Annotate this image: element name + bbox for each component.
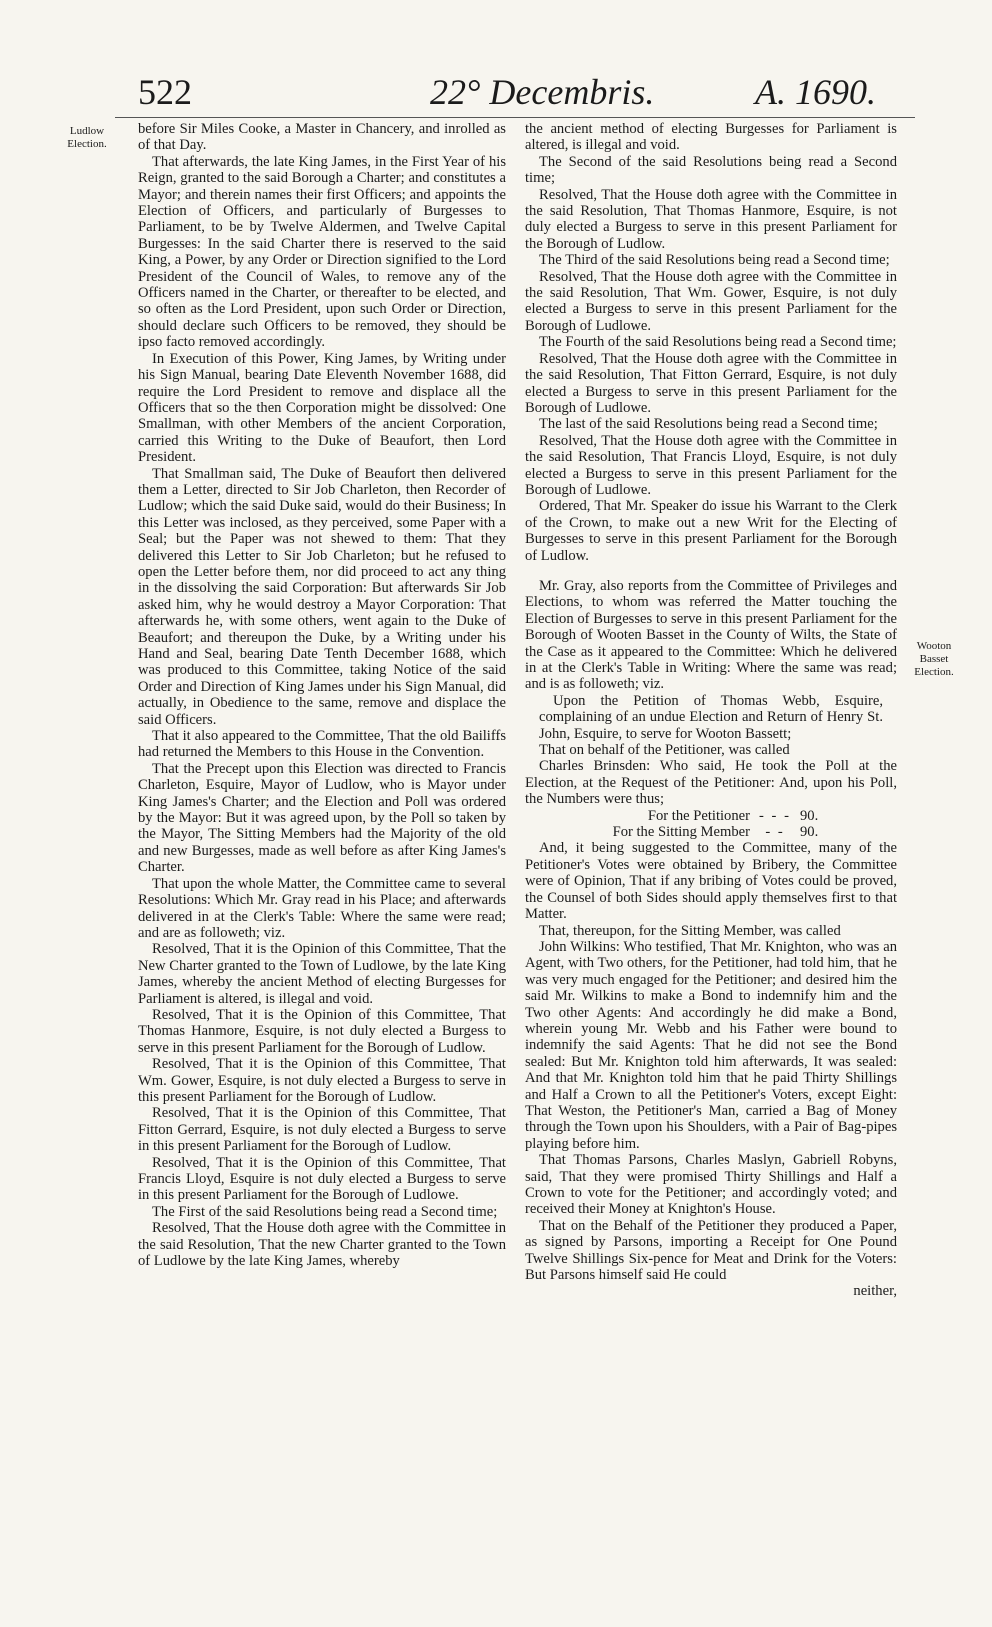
paragraph: That Thomas Parsons, Charles Maslyn, Gabriell Robyns, said, That they were promised Thirty Shillings and Half a Crown to vote for the Petitioner; and accordingly voted; and received their Money at Knighton's House.: [525, 1152, 897, 1218]
tally-dash: - - -: [759, 807, 791, 824]
paragraph: Mr. Gray, also reports from the Committee of Privileges and Elections, to whom was referred the Matter touching the Election of Burgesses to serve in this present Parliament for the Borough of Wooten Basset in the County of Wilts, the State of the Case as it appeared to the Committee: Which he delivered in at the Clerk's Table in Writing: Where the same was read; and is as followeth; viz.: [525, 577, 897, 693]
paragraph: The Fourth of the said Resolutions being read a Second time;: [539, 334, 897, 351]
catchword: neither,: [853, 1283, 897, 1300]
paragraph: That, thereupon, for the Sitting Member, was called: [539, 922, 841, 939]
margin-note-wooton: Wooton Basset Election.: [914, 640, 954, 678]
paragraph: Resolved, That it is the Opinion of this Committee, That Thomas Hanmore, Esquire, is not duly elected a Burgess to serve in this present Parliament for the Borough of Ludlow.: [138, 1006, 506, 1056]
page-year: A. 1690.: [755, 72, 876, 112]
paragraph: the ancient method of electing Burgesses for Parliament is altered, is illegal and void.: [525, 121, 897, 154]
header-rule: [115, 117, 915, 118]
paragraph: before Sir Miles Cooke, a Master in Chancery, and inrolled as of that Day.: [138, 121, 506, 154]
right-column: [525, 121, 897, 1300]
paragraph: Resolved, That the House doth agree with the Committee in the said Resolution, That Wm. Gower, Esquire, is not duly elected a Burgess to serve in this present Parliament for the Borough of Ludlowe.: [525, 268, 897, 334]
tally-num: 90.: [800, 824, 819, 841]
tally-row: [525, 824, 897, 840]
paragraph: Resolved, That it is the Opinion of this Committee, That Francis Lloyd, Esquire is not duly elected a Burgess to serve in this present Parliament for the Borough of Ludlowe.: [138, 1154, 506, 1204]
left-column: [138, 121, 506, 1269]
page-number: 522: [138, 72, 192, 112]
right-column-lower: [525, 840, 897, 1283]
paragraph: The Second of the said Resolutions being read a Second time;: [525, 153, 897, 187]
paragraph: Resolved, That the House doth agree with the Committee in the said Resolution, That Francis Lloyd, Esquire, is not duly elected a Burgess to serve in this present Parliament for the Borough of Ludlowe.: [525, 432, 897, 498]
poll-tally: [525, 808, 897, 841]
tally-dash: - -: [765, 824, 785, 841]
paragraph: The Third of the said Resolutions being read a Second time;: [539, 252, 890, 269]
right-column-upper: [525, 121, 897, 808]
paragraph: That upon the whole Matter, the Committee came to several Resolutions: Which Mr. Gray read in his Place; and afterwards delivered in at the Clerk's Table: Where the same were read; and are as followeth; viz.: [138, 875, 506, 941]
tally-row: [525, 808, 897, 824]
paragraph: That Smallman said, The Duke of Beaufort then delivered them a Letter, directed to Sir Job Charleton, then Recorder of Ludlow; which the said Duke said, would do their Business; In this Letter was inclosed, as they perceived, some Paper with a Seal; but the Paper was not shewed to them: That they delivered this Letter to Sir Job Charleton; but he refused to open the Letter before them, nor did proceed to act any thing in the dissolving the said Corporation: But afterwards Sir Job asked him, why he would destroy a Mayor Corporation: That afterwards he, with some others, went again to the Duke of Beaufort; and thereupon the Duke, by a Writing under his Hand and Seal, bearing Date Tenth December 1688, which was produced to this Committee, taking Notice of the said Order and Direction of King James under his Sign Manual, did actually, in Obedience to the same, remove and displace the said Officers.: [138, 465, 506, 728]
paragraph: Charles Brinsden: Who said, He took the Poll at the Election, at the Request of the Petitioner: And, upon his Poll, the Numbers were thus;: [525, 758, 897, 808]
paragraph: The last of the said Resolutions being read a Second time;: [539, 416, 878, 433]
tally-num: 90.: [800, 807, 819, 824]
paragraph: That on the Behalf of the Petitioner they produced a Paper, as signed by Parsons, importing a Receipt for One Pound Twelve Shillings Six-pence for Meat and Drink for the Voters: But Parsons himself said He could: [525, 1217, 897, 1284]
tally-label: For the Sitting Member: [612, 824, 750, 841]
paragraph: Resolved, That it is the Opinion of this Committee, That Wm. Gower, Esquire, is not duly elected a Burgess to serve in this present Parliament for the Borough of Ludlow.: [138, 1056, 506, 1105]
paragraph: Resolved, That the House doth agree with the Committee in the said Resolution, That Fitton Gerrard, Esquire, is not duly elected a Burgess to serve in this present Parliament for the Borough of Ludlowe.: [525, 350, 897, 416]
paragraph: And, it being suggested to the Committee, many of the Petitioner's Votes were obtained by Bribery, the Committee were of Opinion, That if any bribing of Votes could be proved, the Counsel of both Sides should apply themselves first to that Matter.: [525, 840, 897, 923]
paragraph: Upon the Petition of Thomas Webb, Esquire, complaining of an undue Election and Return of Henry St. John, Esquire, to serve for Wooton Bassett;: [539, 692, 883, 742]
paragraph: Ordered, That Mr. Speaker do issue his Warrant to the Clerk of the Crown, to make out a new Writ for the Electing of Burgesses to serve in this present Parliament for the Borough of Ludlow.: [525, 498, 897, 564]
paragraph: Resolved, That the House doth agree with the Committee in the said Resolution, That the new Charter granted to the Town of Ludlowe by the late King James, whereby: [138, 1220, 506, 1270]
margin-note-ludlow: Ludlow Election.: [67, 125, 107, 150]
paragraph: Resolved, That it is the Opinion of this Committee, That the New Charter granted to the Town of Ludlowe, by the late King James, whereby the ancient Method of electing Burgesses for Parliament is altered, is illegal and void.: [138, 941, 506, 1007]
paragraph: John Wilkins: Who testified, That Mr. Knighton, who was an Agent, with Two others, for the Petitioner, had told him, that he was very much engaged for the Petitioner; and desired him the said Mr. Wilkins to make a Bond to indemnify him and the Two other Agents: And accordingly he did make a Bond, wherein young Mr. Webb and his Father were bound to indemnify the said Agents: That he did not see the Bond sealed: But Mr. Knighton told him afterwards, It was sealed: And that Mr. Knighton told him that he paid Thirty Shillings and Half a Crown to all the Petitioner's Voters, except Eight: That Weston, the Petitioner's Man, carried a Bag of Money through the Town upon his Shoulders, with a Pair of Bag-pipes playing before him.: [525, 938, 897, 1152]
paragraph: That it also appeared to the Committee, That the old Bailiffs had returned the Members to this House in the Convention.: [138, 728, 506, 761]
paragraph: The First of the said Resolutions being read a Second time;: [152, 1203, 498, 1220]
paragraph: That on behalf of the Petitioner, was called: [539, 742, 790, 759]
page-date: 22° Decembris.: [430, 72, 655, 112]
paragraph: Resolved, That the House doth agree with the Committee in the said Resolution, That Thomas Hanmore, Esquire, is not duly elected a Burgess to serve in this present Parliament for the Borough of Ludlow.: [525, 186, 897, 252]
paragraph: That afterwards, the late King James, in the First Year of his Reign, granted to the said Borough a Charter; and constitutes a Mayor; and therein names their first Officers; and appoints the Election of Officers, and particularly of Burgesses to Parliament, to be by Twelve Aldermen, and Twelve Capital Burgesses: In the said Charter there is reserved to the said King, a Power, by any Order or Direction signified to the Lord President of the Council of Wales, to remove any of the Officers named in the Charter, or thereafter to be elected, and so often as the Lord President, upon such Order or Direction, should declare such Officers to be removed, they should be ipso facto removed accordingly.: [138, 153, 506, 351]
paragraph: That the Precept upon this Election was directed to Francis Charleton, Esquire, Mayor of Ludlow, who is Mayor under King James's Charter; and the Election and Poll was ordered by the Mayor: But it was agreed upon, by the Poll so taken by the Mayor, The Sitting Members had the Majority of the old and new Burgesses, made as well before as after King James's Charter.: [138, 760, 506, 876]
tally-label: For the Petitioner: [647, 807, 750, 824]
paragraph: Resolved, That it is the Opinion of this Committee, That Fitton Gerrard, Esquire, is not duly elected a Burgess to serve in this present Parliament for the Borough of Ludlow.: [138, 1105, 506, 1155]
paragraph: In Execution of this Power, King James, by Writing under his Sign Manual, bearing Date Eleventh November 1688, did require the Lord President to remove and displace all the Officers that so the then Corporation might be dissolved: One Smallman, with other Members of the ancient Corporation, carried this Writing to the Duke of Beaufort, then Lord President.: [138, 350, 506, 466]
